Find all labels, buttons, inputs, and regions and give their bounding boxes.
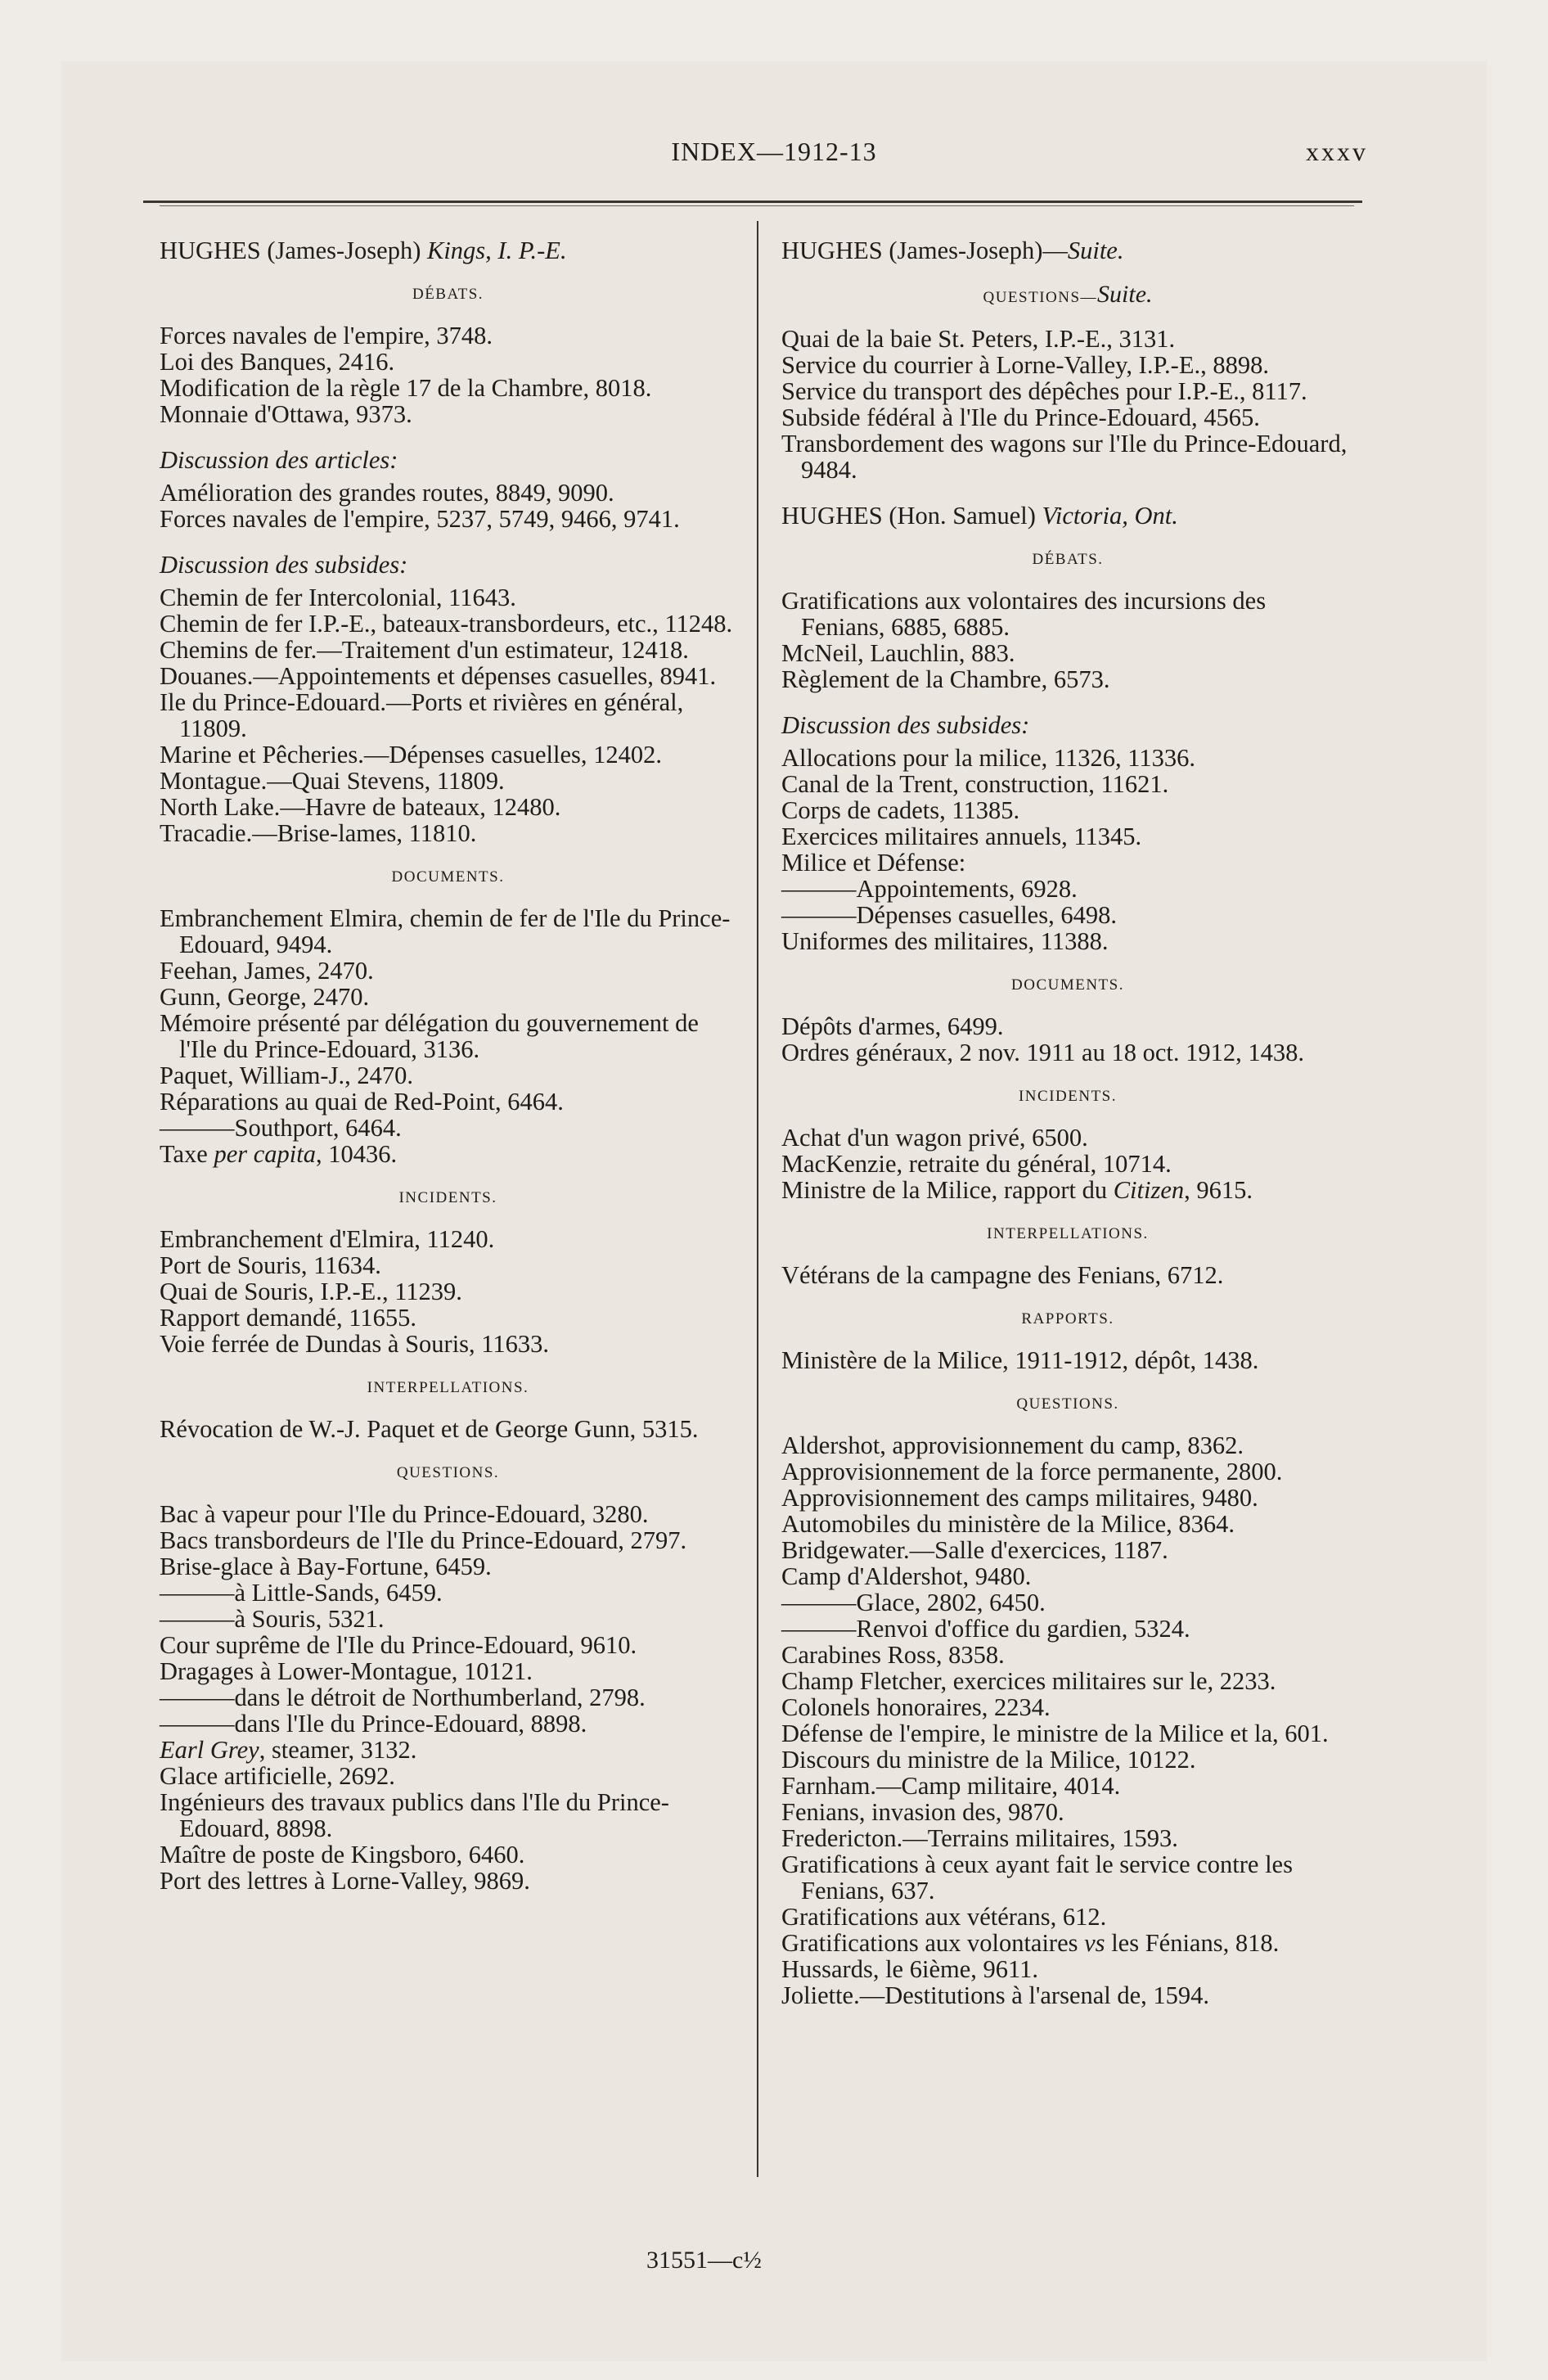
index-entry: Feehan, James, 2470. [160,957,374,985]
section-label-incidents: INCIDENTS. [398,1189,497,1206]
index-entry: Chemins de fer.—Traitement d'un estimateur, 12418. [160,636,689,664]
index-entry: ———Southport, 6464. [160,1114,402,1142]
left-column [160,237,736,1894]
index-entry: ———Glace, 2802, 6450. [781,1589,1046,1616]
index-entry: Réparations au quai de Red-Point, 6464. [160,1088,564,1116]
index-entry: Loi des Banques, 2416. [160,348,395,376]
right-column [781,237,1354,2008]
index-entry: Chemin de fer Intercolonial, 11643. [160,584,516,611]
section-label-discussion-des-subsides: Discussion des subsides: [160,551,408,579]
index-entry: Earl Grey, steamer, 3132. [160,1736,417,1764]
index-entry: Douanes.—Appointements et dépenses casuelles, 8941. [160,662,717,690]
header-rule-thin [160,205,1354,206]
index-entry: Transbordement des wagons sur l'Ile du Prince-Edouard, 9484. [781,430,1348,484]
index-entry: Dépôts d'armes, 6499. [781,1012,1004,1040]
index-entry: Gratifications aux volontaires vs les Fénians, 818. [781,1929,1280,1957]
index-entry: ———à Little-Sands, 6459. [160,1579,443,1607]
page-number: xxxv [1306,137,1368,166]
index-entry: Vétérans de la campagne des Fenians, 6712. [781,1261,1224,1289]
section-label-debats: DÉBATS. [1032,551,1104,568]
index-entry: Marine et Pêcheries.—Dépenses casuelles, 12402. [160,741,663,769]
index-entry: Chemin de fer I.P.-E., bateaux-transbordeurs, etc., 11248. [160,610,733,638]
index-entry: Rapport demandé, 11655. [160,1304,416,1332]
index-entry: Amélioration des grandes routes, 8849, 9090. [160,479,614,507]
index-entry: Automobiles du ministère de la Milice, 8364. [781,1510,1235,1538]
section-label-documents: DOCUMENTS. [391,868,505,886]
header-rule [143,201,1362,203]
index-entry: Règlement de la Chambre, 6573. [781,665,1110,693]
index-entry: Bridgewater.—Salle d'exercices, 1187. [781,1536,1168,1564]
index-entry: Gratifications aux vétérans, 612. [781,1903,1107,1931]
index-entry: ———Renvoi d'office du gardien, 5324. [781,1615,1190,1643]
index-entry: Fredericton.—Terrains militaires, 1593. [781,1824,1178,1852]
index-entry: ———Dépenses casuelles, 6498. [781,901,1117,929]
index-entry: Subside fédéral à l'Ile du Prince-Edouard, 4565. [781,403,1260,431]
index-entry: Service du transport des dépêches pour I.P.-E., 8117. [781,377,1307,405]
index-entry: Cour suprême de l'Ile du Prince-Edouard, 9610. [160,1631,637,1659]
index-entry: Embranchement d'Elmira, 11240. [160,1225,495,1253]
page-sheet [61,61,1487,2361]
index-entry: Milice et Défense: [781,849,966,877]
index-entry: Défense de l'empire, le ministre de la Milice et la, 601. [781,1720,1329,1747]
index-title: INDEX—1912-13 [671,137,877,166]
index-entry: Révocation de W.-J. Paquet et de George Gunn, 5315. [160,1415,699,1443]
index-entry: Monnaie d'Ottawa, 9373. [160,400,412,428]
index-entry: Champ Fletcher, exercices militaires sur le, 2233. [781,1667,1276,1695]
index-entry: Quai de la baie St. Peters, I.P.-E., 3131. [781,325,1176,353]
entry-heading: HUGHES (James-Joseph) Kings, I. P.-E. [160,237,567,264]
index-entry: Joliette.—Destitutions à l'arsenal de, 1594. [781,1981,1210,2009]
section-label-questions: QUESTIONS. [1016,1395,1119,1413]
index-entry: McNeil, Lauchlin, 883. [781,639,1015,667]
index-entry: Forces navales de l'empire, 5237, 5749, 9466, 9741. [160,505,680,533]
index-entry: ———Appointements, 6928. [781,875,1078,903]
index-entry: Approvisionnement de la force permanente, 2800. [781,1458,1283,1485]
section-label-interpellations: INTERPELLATIONS. [987,1225,1149,1242]
index-entry: Voie ferrée de Dundas à Souris, 11633. [160,1330,550,1358]
index-entry: ———dans l'Ile du Prince-Edouard, 8898. [160,1710,587,1738]
index-entry: Ministre de la Milice, rapport du Citizen, 9615. [781,1176,1253,1204]
index-entry: Brise-glace à Bay-Fortune, 6459. [160,1553,492,1580]
index-entry: Allocations pour la milice, 11326, 11336. [781,744,1195,772]
section-label-discussion-des-subsides: Discussion des subsides: [781,711,1030,739]
index-entry: Ile du Prince-Edouard.—Ports et rivières en général, 11809. [160,688,684,742]
index-entry: Montague.—Quai Stevens, 11809. [160,767,505,795]
index-entry: Carabines Ross, 8358. [781,1641,1005,1669]
index-entry: Dragages à Lower-Montague, 10121. [160,1657,533,1685]
index-entry: Farnham.—Camp militaire, 4014. [781,1772,1121,1800]
index-entry: ———à Souris, 5321. [160,1605,385,1633]
section-label-questions: QUESTIONS. [396,1464,500,1481]
index-entry: Taxe per capita, 10436. [160,1140,398,1168]
index-entry: Forces navales de l'empire, 3748. [160,322,493,349]
index-entry: Modification de la règle 17 de la Chambre, 8018. [160,374,652,402]
index-entry: Approvisionnement des camps militaires, 9480. [781,1484,1258,1512]
index-entry: North Lake.—Havre de bateaux, 12480. [160,793,561,821]
index-entry: ———dans le détroit de Northumberland, 2798. [160,1684,646,1711]
index-entry: Embranchement Elmira, chemin de fer de l'Ile du Prince-Edouard, 9494. [160,904,731,958]
section-label-interpellations: INTERPELLATIONS. [367,1379,529,1396]
index-entry: Ministère de la Milice, 1911-1912, dépôt, 1438. [781,1346,1259,1374]
index-entry: Port des lettres à Lorne-Valley, 9869. [160,1867,530,1895]
index-entry: Paquet, William-J., 2470. [160,1062,413,1089]
printer-signature: 31551—c½ [646,2247,762,2274]
index-entry: Ordres généraux, 2 nov. 1911 au 18 oct. 1912, 1438. [781,1039,1304,1066]
left-sections [160,282,736,1894]
index-entry: Mémoire présenté par délégation du gouvernement de l'Ile du Prince-Edouard, 3136. [160,1009,699,1063]
index-entry: Quai de Souris, I.P.-E., 11239. [160,1278,462,1305]
index-entry: Tracadie.—Brise-lames, 11810. [160,819,477,847]
index-entry: Exercices militaires annuels, 11345. [781,823,1142,850]
index-entry: Achat d'un wagon privé, 6500. [781,1124,1088,1152]
index-entry: Maître de poste de Kingsboro, 6460. [160,1841,525,1868]
index-entry: Gunn, George, 2470. [160,983,370,1011]
index-entry: Aldershot, approvisionnement du camp, 8362. [781,1431,1244,1459]
index-entry: Service du courrier à Lorne-Valley, I.P.-E., 8898. [781,351,1269,379]
index-entry: Uniformes des militaires, 11388. [781,927,1109,955]
index-entry: Port de Souris, 11634. [160,1251,381,1279]
section-label-discussion-des-articles: Discussion des articles: [160,446,398,474]
index-entry: Corps de cadets, 11385. [781,796,1020,824]
section-label-documents: DOCUMENTS. [1011,976,1124,994]
entry-heading-samuel: HUGHES (Hon. Samuel) Victoria, Ont. [781,502,1178,530]
section-label-incidents: INCIDENTS. [1018,1088,1118,1105]
index-entry: Glace artificielle, 2692. [160,1762,395,1790]
page-header [61,137,1487,169]
section-label-debats: DÉBATS. [412,286,484,303]
index-entry: Bac à vapeur pour l'Ile du Prince-Edouard, 3280. [160,1500,649,1528]
index-entry: MacKenzie, retraite du général, 10714. [781,1150,1172,1178]
index-entry: Colonels honoraires, 2234. [781,1693,1051,1721]
index-entry: Gratifications aux volontaires des incursions des Fenians, 6885, 6885. [781,587,1267,641]
section-label-rapports: RAPPORTS. [1021,1310,1114,1327]
index-entry: Ingénieurs des travaux publics dans l'Ile du Prince-Edouard, 8898. [160,1788,669,1842]
index-entry: Gratifications à ceux ayant fait le service contre les Fenians, 637. [781,1850,1293,1904]
index-entry: Bacs transbordeurs de l'Ile du Prince-Edouard, 2797. [160,1526,687,1554]
index-entry: Fenians, invasion des, 9870. [781,1798,1064,1826]
index-entry: Canal de la Trent, construction, 11621. [781,770,1169,798]
index-entry: Hussards, le 6ième, 9611. [781,1955,1038,1983]
right-sections [781,547,1354,2008]
section-label-questions-suite: QUESTIONS—Suite. [983,281,1153,308]
column-divider [757,221,758,2177]
continued-heading: HUGHES (James-Joseph)—Suite. [781,237,1124,264]
questions-suite-list [781,326,1354,483]
index-entry: Discours du ministre de la Milice, 10122. [781,1746,1196,1774]
index-entry: Camp d'Aldershot, 9480. [781,1562,1032,1590]
